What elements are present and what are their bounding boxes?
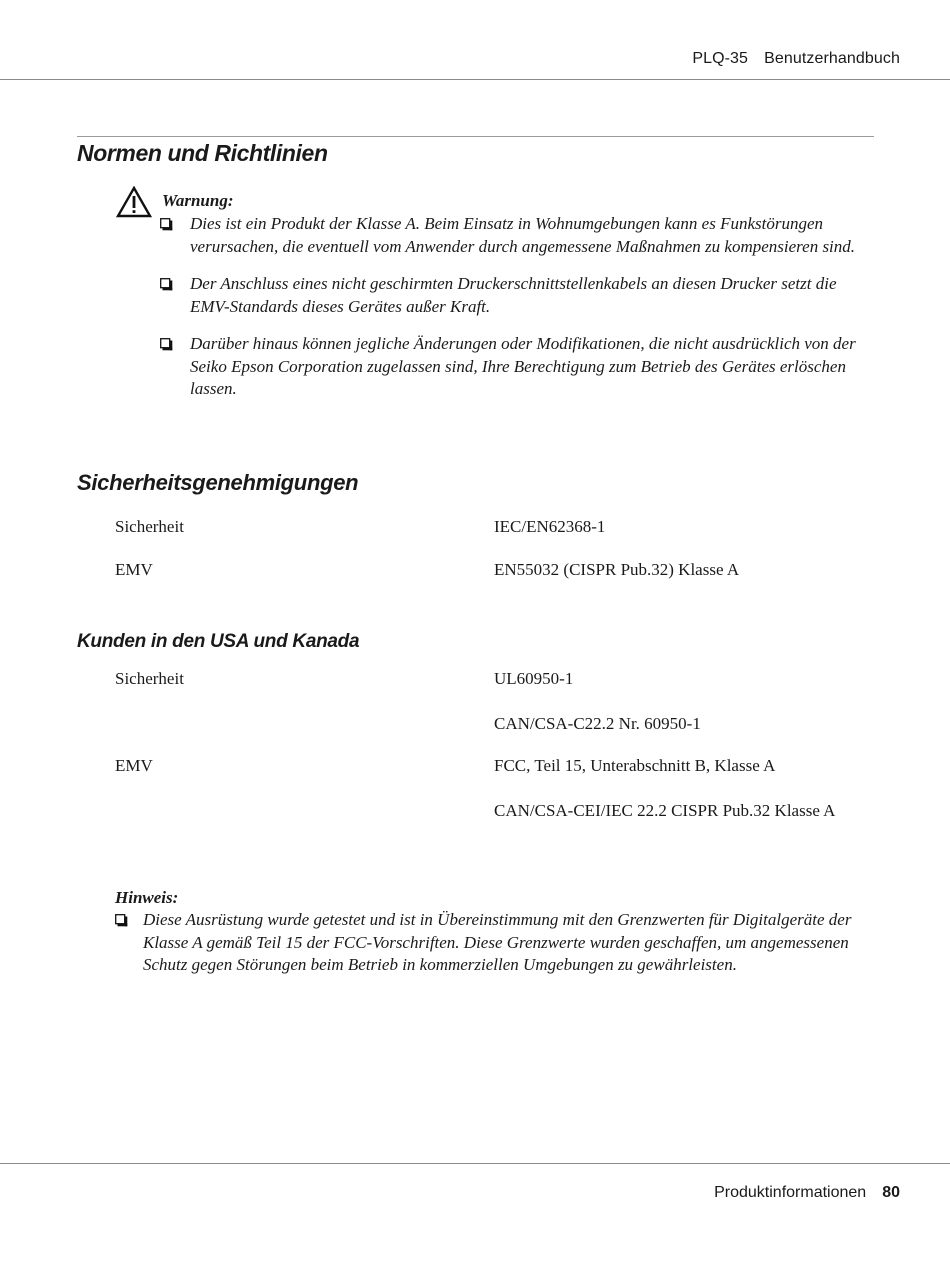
usa-emv-value-2: CAN/CSA-CEI/IEC 22.2 CISPR Pub.32 Klasse A (494, 801, 836, 820)
safety-label: Sicherheit (115, 517, 184, 536)
footer-chapter: Produktinformationen (714, 1184, 867, 1201)
section-title-safety: Sicherheitsgenehmigungen (77, 470, 359, 495)
usa-safety-value: UL60950-1 (494, 669, 574, 688)
usa-safety-label: Sicherheit (115, 669, 184, 688)
emv-value: EN55032 (CISPR Pub.32) Klasse A (494, 560, 740, 579)
list-item (160, 333, 876, 401)
checkbox-bullet-icon (160, 278, 173, 291)
hint-item-text: Diese Ausrüstung wurde getestet und ist in Übereinstimmung mit den Grenzwerten für Digitalgeräte der Klasse A gemäß Teil 15 der FCC-Vorschriften. Diese Grenzwerte wurden geschaffen, um angemessenen Schutz gegen Störungen beim Betrieb in kommerziellen Umgebungen zu gewährleisten. (143, 910, 852, 974)
footer-divider (0, 1163, 950, 1164)
header-product: PLQ-35 (692, 50, 749, 67)
header-doc-title: Benutzerhandbuch (764, 50, 900, 67)
emv-label: EMV (115, 560, 153, 579)
warning-item-text: Dies ist ein Produkt der Klasse A. Beim Einsatz in Wohnumgebungen kann es Funkstörungen verursachen, die eventuell vom Anwender durch angemessene Maßnahmen zu kompensieren sind. (190, 214, 856, 256)
subsection-title-usa: Kunden in den USA und Kanada (77, 631, 360, 652)
hint-title: Hinweis: (115, 888, 179, 907)
section-title-norms: Normen und Richtlinien (77, 140, 328, 166)
section-divider (77, 136, 874, 137)
running-footer (714, 1184, 900, 1202)
running-header (692, 50, 900, 68)
usa-emv-label: EMV (115, 756, 153, 775)
warning-item-text: Darüber hinaus können jegliche Änderungen oder Modifikationen, die nicht ausdrücklich von der Seiko Epson Corporation zugelassen sind, Ihre Berechtigung zum Betrieb des Gerätes erlöschen lassen. (190, 334, 856, 398)
warning-item-text: Der Anschluss eines nicht geschirmten Druckerschnittstellenkabels an diesen Drucker setzt die EMV-Standards dieses Gerätes außer Kraft. (190, 274, 837, 316)
warning-list (160, 213, 876, 416)
list-item (115, 909, 876, 977)
hint-list (115, 909, 876, 992)
list-item (160, 273, 876, 318)
checkbox-bullet-icon (115, 914, 128, 927)
page-number: 80 (882, 1184, 900, 1201)
list-item (160, 213, 876, 258)
checkbox-bullet-icon (160, 218, 173, 231)
warning-title: Warnung: (162, 191, 234, 210)
usa-emv-value: FCC, Teil 15, Unterabschnitt B, Klasse A (494, 756, 776, 775)
safety-value: IEC/EN62368-1 (494, 517, 606, 536)
usa-safety-value-2: CAN/CSA-C22.2 Nr. 60950-1 (494, 714, 701, 733)
header-divider (0, 79, 950, 80)
checkbox-bullet-icon (160, 338, 173, 351)
warning-triangle-icon (116, 186, 152, 218)
